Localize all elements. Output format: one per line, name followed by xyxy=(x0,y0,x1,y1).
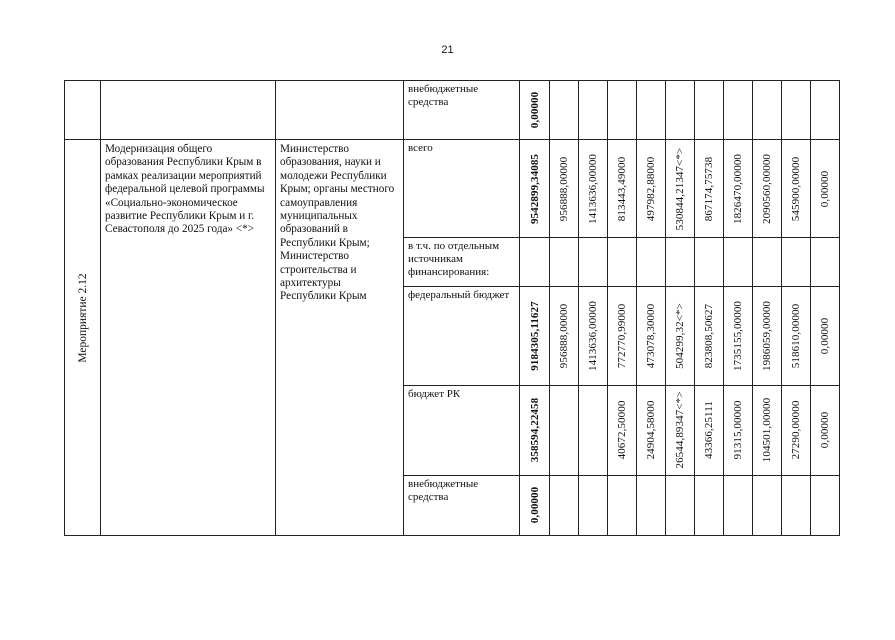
year-cell xyxy=(666,286,695,386)
empty-cell xyxy=(101,81,276,140)
source-cell xyxy=(404,140,520,238)
year-cell xyxy=(695,286,724,386)
year-cell xyxy=(637,140,666,238)
year-cell xyxy=(666,386,695,475)
total-cell xyxy=(520,286,550,386)
year-cell xyxy=(695,140,724,238)
year-cell xyxy=(608,386,637,475)
source-label: внебюджетные средства xyxy=(408,83,479,108)
year-cell xyxy=(811,140,840,238)
year-cell xyxy=(724,140,753,238)
year-value: 1413636,00000 xyxy=(587,300,599,371)
year-cell xyxy=(724,386,753,475)
year-cell xyxy=(579,386,608,475)
year-cell xyxy=(550,140,579,238)
page-number: 21 xyxy=(441,44,454,56)
year-value: 1826470,00000 xyxy=(732,153,744,224)
year-value: 24904,58000 xyxy=(645,401,657,460)
year-value: 1735155,00000 xyxy=(732,300,744,371)
year-value: 0,00000 xyxy=(819,170,831,207)
year-value: 504299,32<*> xyxy=(674,303,686,369)
year-value: 772770,99000 xyxy=(616,303,628,369)
executor-text: Министерство образования, науки и молодежи Республики Крым; органы местного самоуправления муниципальных образований в Республики Крым; Министерство строительства и архитектуры Республики Крым xyxy=(280,143,395,303)
year-value: 545900,00000 xyxy=(790,156,802,221)
total-value: 9184305,11627 xyxy=(528,301,541,371)
year-cell xyxy=(637,286,666,386)
total-value: 9542899,34085 xyxy=(528,153,541,224)
total-cell xyxy=(520,475,550,535)
table-row xyxy=(65,81,840,140)
year-value: 1413636,00000 xyxy=(587,153,599,224)
year-cell xyxy=(608,140,637,238)
empty-cell xyxy=(276,81,404,140)
year-cell xyxy=(753,140,782,238)
source-label: всего xyxy=(408,142,433,154)
year-cell xyxy=(782,386,811,475)
year-value: 530844,21347<*> xyxy=(674,147,686,231)
source-cell xyxy=(404,475,520,535)
total-cell xyxy=(520,81,550,140)
year-cell xyxy=(637,386,666,475)
measure-name-cell xyxy=(101,140,276,536)
table-row xyxy=(65,140,840,238)
year-value: 867174,75738 xyxy=(703,156,715,221)
year-cell xyxy=(666,140,695,238)
year-value: 497982,88000 xyxy=(645,156,657,221)
year-cell xyxy=(550,386,579,475)
source-label: внебюджетные средства xyxy=(408,477,479,503)
year-cell xyxy=(811,286,840,386)
year-value: 0,00000 xyxy=(819,317,831,355)
year-value: 43366,25111 xyxy=(703,401,715,460)
year-value: 27290,00000 xyxy=(790,401,802,460)
year-cell xyxy=(782,140,811,238)
source-label: в т.ч. по отдельным источникам финансирования: xyxy=(408,240,500,279)
budget-table xyxy=(64,80,840,536)
executor-cell xyxy=(276,140,404,536)
empty-cell xyxy=(65,81,101,140)
source-cell xyxy=(404,81,520,140)
year-cell xyxy=(753,386,782,475)
year-value: 104501,00000 xyxy=(761,398,773,463)
year-cell xyxy=(782,286,811,386)
total-value: 0,00000 xyxy=(528,487,541,524)
year-value: 2090560,00000 xyxy=(761,153,773,224)
source-cell xyxy=(404,238,520,286)
year-cell xyxy=(579,286,608,386)
year-value: 518610,00000 xyxy=(790,303,802,369)
year-cell xyxy=(550,286,579,386)
source-cell xyxy=(404,286,520,386)
measure-name: Модернизация общего образования Республики Крым в рамках реализации мероприятий федеральной целевой программы «Социально-экономическое развитие Республики Крым и г. Севастополя до 2025 года» <*> xyxy=(105,143,265,236)
measure-id: Мероприятие 2.12 xyxy=(76,273,89,363)
year-value: 473078,30000 xyxy=(645,303,657,369)
total-cell xyxy=(520,140,550,238)
total-value: 0,00000 xyxy=(528,91,541,129)
year-cell xyxy=(753,286,782,386)
year-cell xyxy=(695,386,724,475)
year-value: 0,00000 xyxy=(819,412,831,449)
total-cell xyxy=(520,386,550,475)
year-value: 26544,89347<*> xyxy=(674,391,686,469)
year-value: 956888,00000 xyxy=(558,156,570,221)
year-value: 91315,00000 xyxy=(732,401,744,460)
year-cell xyxy=(608,286,637,386)
year-cell xyxy=(579,140,608,238)
source-cell xyxy=(404,386,520,475)
year-value: 40672,50000 xyxy=(616,401,628,460)
total-value: 358594,22458 xyxy=(528,398,541,463)
year-value: 813443,49000 xyxy=(616,156,628,221)
year-value: 1986059,00000 xyxy=(761,300,773,371)
year-value: 823808,50627 xyxy=(703,303,715,369)
year-cell xyxy=(724,286,753,386)
year-cell xyxy=(811,386,840,475)
source-label: федеральный бюджет xyxy=(408,288,510,301)
source-label: бюджет РК xyxy=(408,388,461,401)
measure-id-cell xyxy=(65,140,101,536)
year-value: 956888,00000 xyxy=(558,303,570,369)
